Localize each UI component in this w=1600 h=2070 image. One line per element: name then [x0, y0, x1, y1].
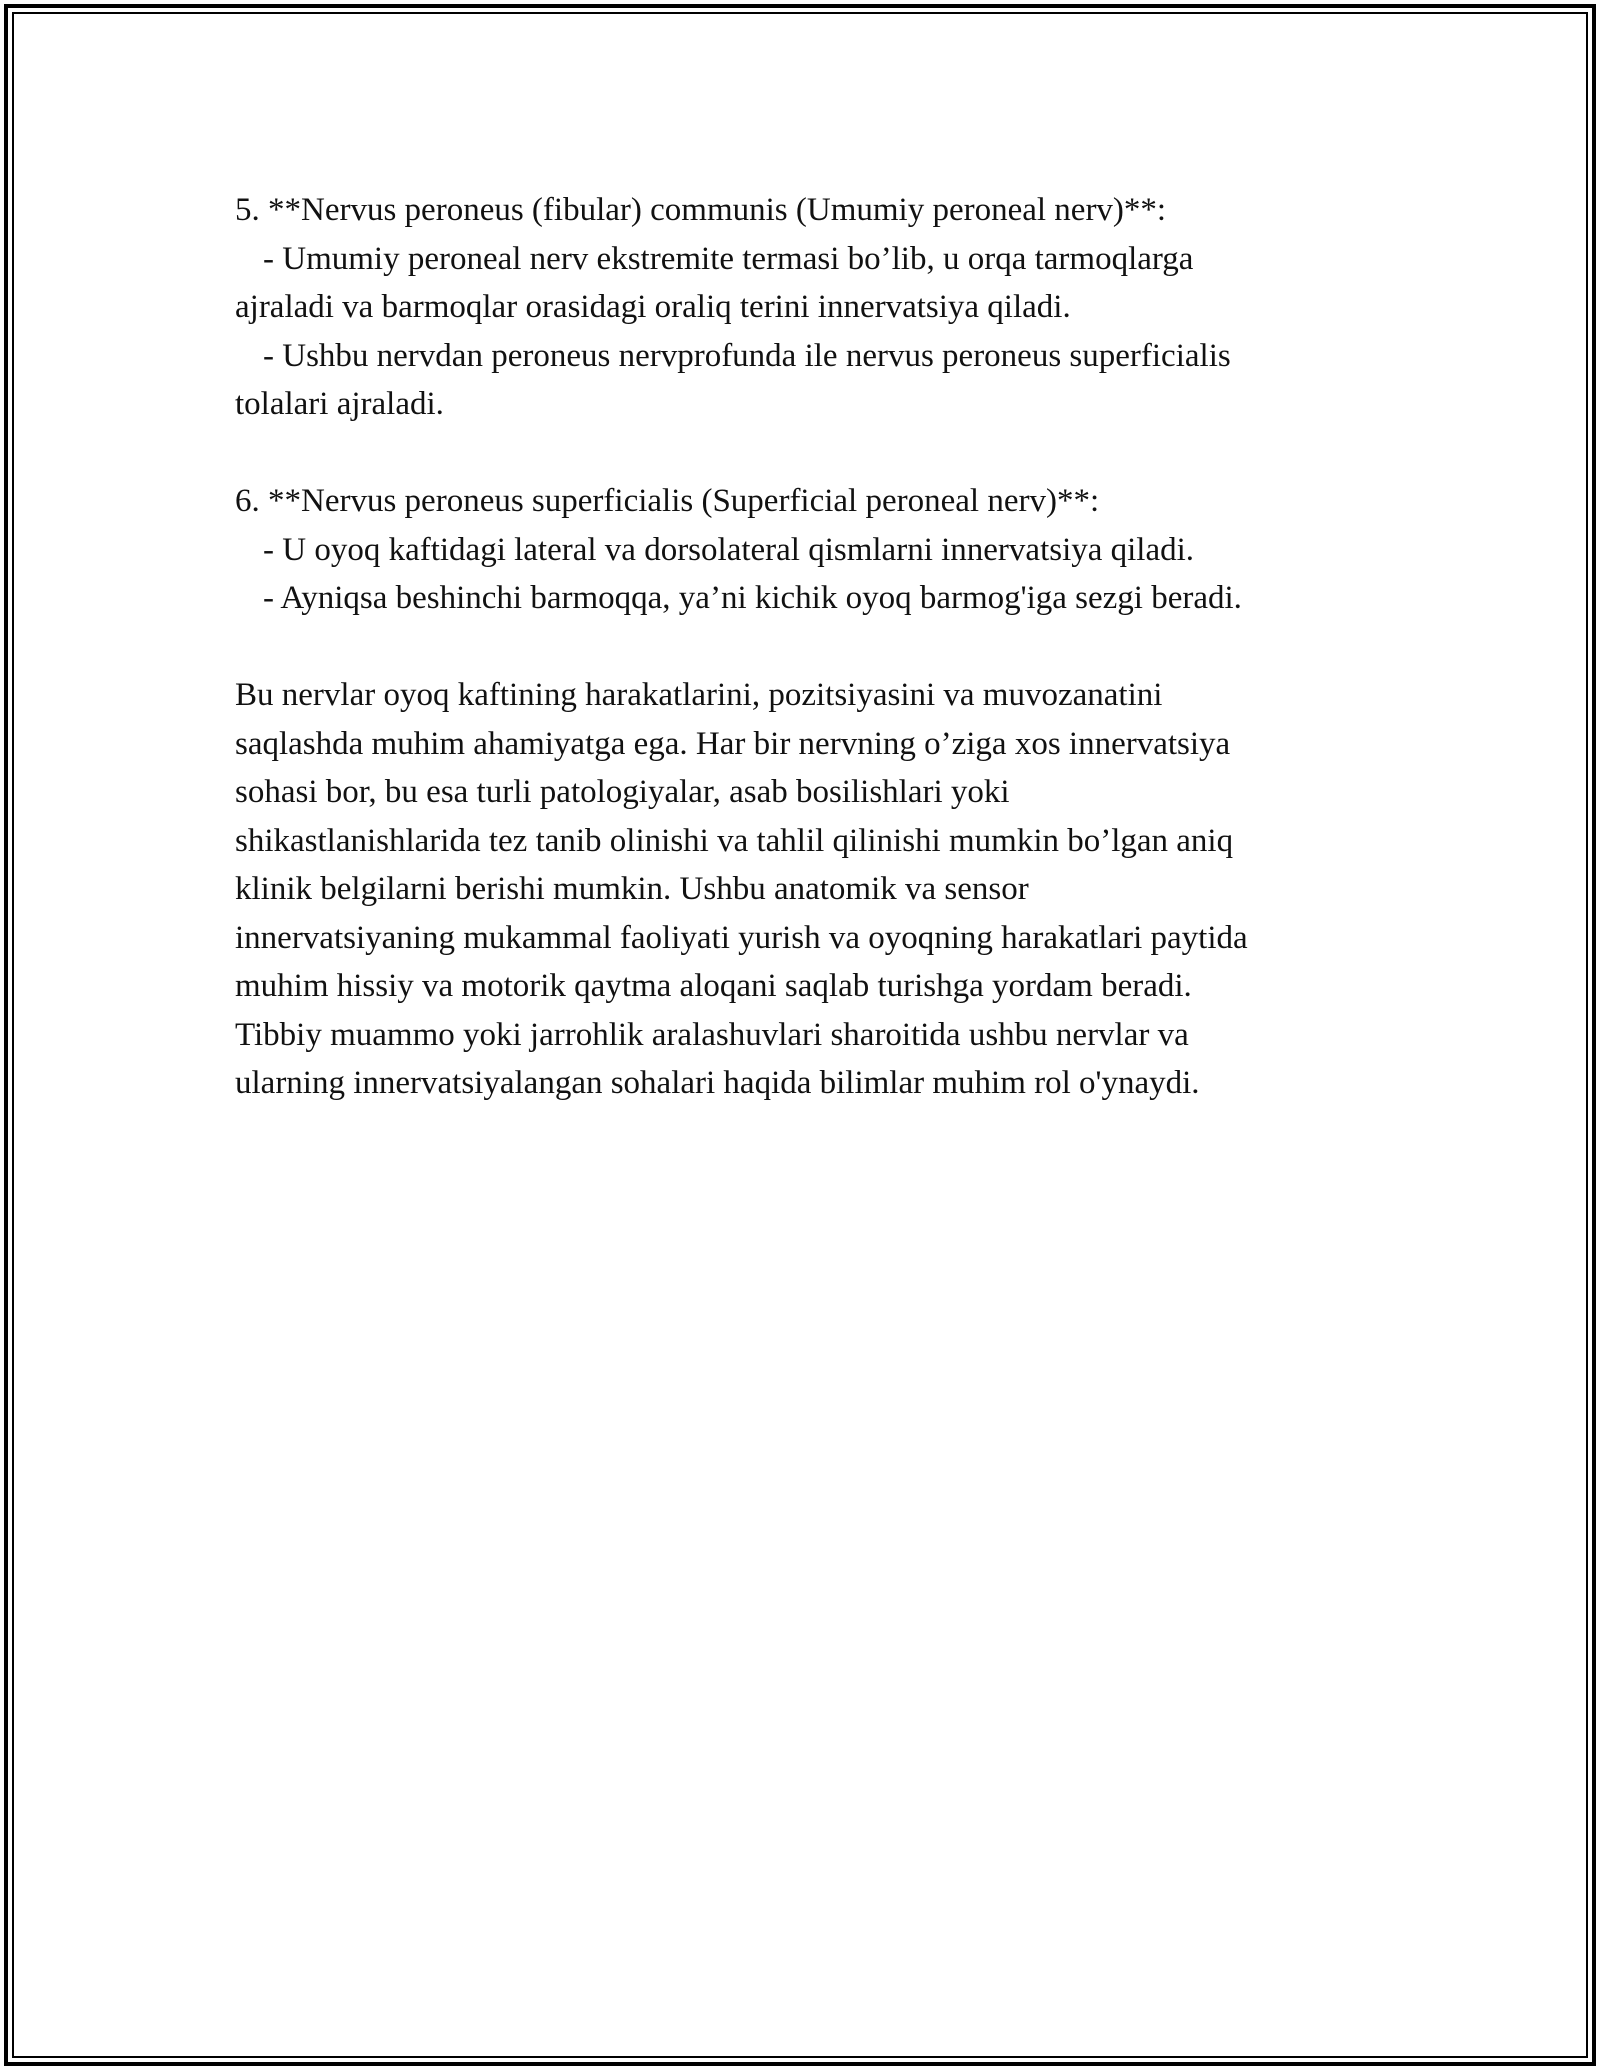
section-5 [235, 186, 1385, 429]
paragraph-gap [235, 623, 1385, 672]
document-body [235, 186, 1385, 1108]
summary-paragraph [235, 671, 1385, 1108]
summary-line: sohasi bor, bu esa turli patologiyalar, asab bosilishlari yoki [235, 774, 1010, 810]
section-5-bullet-1-line-1: - Umumiy peroneal nerv ekstremite termasi bo’lib, u orqa tarmoqlarga [263, 240, 1194, 277]
summary-line: muhim hissiy va motorik qaytma aloqani saqlab turishga yordam beradi. [235, 968, 1192, 1004]
summary-line: ularning innervatsiyalangan sohalari haqida bilimlar muhim rol o'ynaydi. [235, 1065, 1200, 1101]
paragraph-gap [235, 429, 1385, 478]
summary-line: saqlashda muhim ahamiyatga ega. Har bir nervning o’ziga xos innervatsiya [235, 725, 1231, 762]
summary-line: innervatsiyaning mukammal faoliyati yurish va oyoqning harakatlari paytida [235, 919, 1248, 956]
section-6-heading: 6. **Nervus peroneus superficialis (Superficial peroneal nerv)**: [235, 483, 1100, 519]
section-6 [235, 477, 1385, 623]
section-5-bullet-2-line-2: tolalari ajraladi. [235, 386, 444, 422]
section-5-bullet-2-line-1: - Ushbu nervdan peroneus nervprofunda ile nervus peroneus superficialis [263, 337, 1231, 374]
section-6-bullet-2: - Ayniqsa beshinchi barmoqqa, ya’ni kichik oyoq barmog'iga sezgi beradi. [263, 580, 1242, 616]
summary-line: Bu nervlar oyoq kaftining harakatlarini, pozitsiyasini va muvozanatini [235, 677, 1163, 713]
section-5-bullet-1-line-2: ajraladi va barmoqlar orasidagi oraliq terini innervatsiya qiladi. [235, 289, 1071, 325]
summary-line: shikastlanishlarida tez tanib olinishi va tahlil qilinishi mumkin bo’lgan aniq [235, 822, 1234, 859]
section-5-heading: 5. **Nervus peroneus (fibular) communis (Umumiy peroneal nerv)**: [235, 192, 1167, 228]
summary-line: klinik belgilarni berishi mumkin. Ushbu anatomik va sensor [235, 871, 1029, 907]
section-6-bullet-1: - U oyoq kaftidagi lateral va dorsolateral qismlarni innervatsiya qiladi. [263, 531, 1195, 568]
summary-line: Tibbiy muammo yoki jarrohlik aralashuvlari sharoitida ushbu nervlar va [235, 1016, 1189, 1053]
